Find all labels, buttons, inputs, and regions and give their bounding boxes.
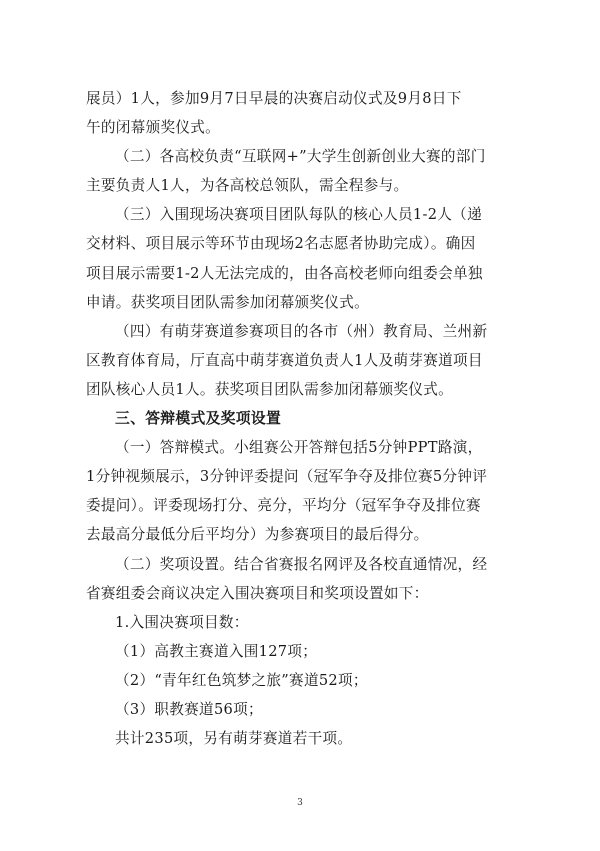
text-line: 午的闭幕颁奖仪式。 (86, 119, 221, 137)
text-line: （三）入围现场决赛项目团队每队的核心人员1-2人（递 (115, 206, 482, 224)
text-line: （二）奖项设置。结合省赛报名网评及各校直通情况，经 (115, 555, 488, 573)
text-line: 区教育体育局，厅直高中萌芽赛道负责人1人及萌芽赛道项目 (86, 351, 483, 369)
document-body (86, 84, 526, 753)
text-line: 团队核心人员1人。获奖项目团队需参加闭幕颁奖仪式。 (86, 380, 454, 398)
text-line: （四）有萌芽赛道参赛项目的各市（州）教育局、兰州新 (115, 322, 488, 340)
text-line: （3）职教赛道56项； (115, 700, 263, 718)
text-line: 去最高分最低分后平均分）为参赛项目的最后得分。 (86, 526, 429, 544)
text-line: 共计235项，另有萌芽赛道若干项。 (115, 730, 353, 748)
text-line: （2）“青年红色筑梦之旅”赛道52项； (115, 671, 368, 689)
text-line: 申请。获奖项目团队需参加闭幕颁奖仪式。 (86, 293, 369, 311)
text-line: 展员）1人，参加9月7日早晨的决赛启动仪式及9月8日下 (86, 90, 462, 107)
text-line: 委提问）。评委现场打分、亮分，平均分（冠军争夺及排位赛 (86, 497, 481, 515)
text-line: （1）高教主赛道入围127项； (115, 642, 318, 660)
text-line: 省赛组委会商议决定入围决赛项目和奖项设置如下： (86, 584, 429, 602)
text-line: （一）答辩模式。小组赛公开答辩包括5分钟PPT路演， (115, 439, 483, 457)
text-line: 1.入围决赛项目数： (115, 613, 249, 631)
section-heading: 三、答辩模式及奖项设置 (115, 410, 282, 428)
text-line: 交材料、项目展示等环节由现场2名志愿者协助完成）。确因 (86, 235, 476, 253)
text-line: 主要负责人1人，为各高校总领队，需全程参与。 (86, 177, 409, 195)
text-line: （二）各高校负责“互联网+”大学生创新创业大赛的部门 (115, 148, 486, 166)
page-number: 3 (297, 798, 303, 808)
text-line: 项目展示需要1-2人无法完成的，由各高校老师向组委会单独 (86, 264, 483, 282)
text-line: 1分钟视频展示，3分钟评委提问（冠军争夺及排位赛5分钟评 (86, 468, 488, 486)
